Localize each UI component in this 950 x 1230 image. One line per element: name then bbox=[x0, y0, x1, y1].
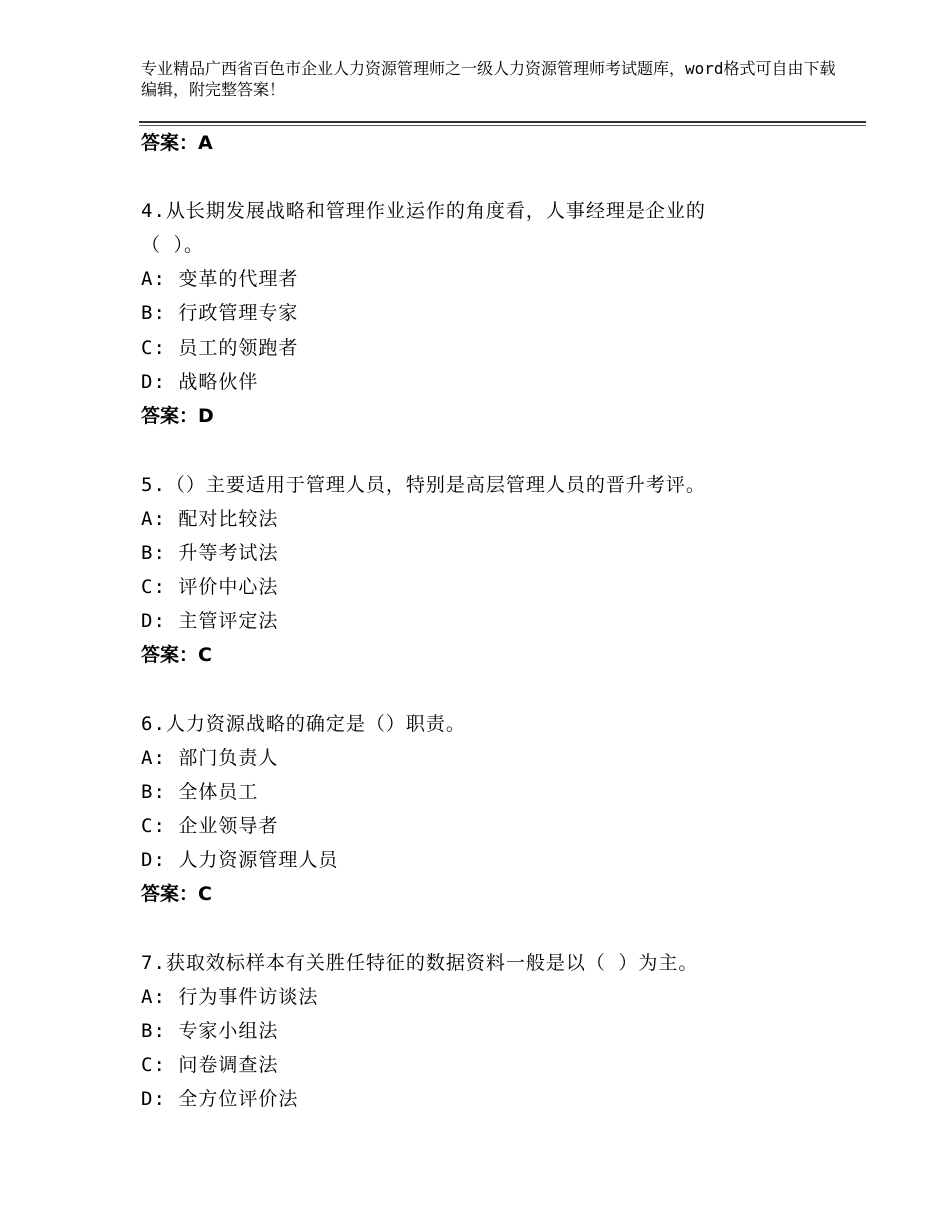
question-7-stem: 7.获取效标样本有关胜任特征的数据资料一般是以（ ）为主。 bbox=[141, 952, 699, 974]
question-4-stem: 4.从长期发展战略和管理作业运作的角度看，人事经理是企业的 bbox=[141, 200, 706, 222]
question-6-option-b: B: 全体员工 bbox=[141, 781, 259, 803]
question-6-option-a: A: 部门负责人 bbox=[141, 747, 279, 769]
question-4-option-d: D: 战略伙伴 bbox=[141, 371, 259, 393]
question-7-option-a: A: 行为事件访谈法 bbox=[141, 986, 319, 1008]
page-header-text: 专业精品广西省百色市企业人力资源管理师之一级人力资源管理师考试题库，word格式可自由下载编辑，附完整答案！ bbox=[141, 59, 836, 99]
question-6-answer: 答案：C bbox=[141, 883, 212, 905]
question-7-option-c: C: 问卷调查法 bbox=[141, 1054, 279, 1076]
header-divider-thin bbox=[139, 125, 866, 126]
question-5-option-a: A: 配对比较法 bbox=[141, 508, 279, 530]
question-4-option-b: B: 行政管理专家 bbox=[141, 302, 299, 324]
question-7-option-d: D: 全方位评价法 bbox=[141, 1088, 299, 1110]
question-4-stem-cont: （ ）。 bbox=[141, 234, 204, 256]
question-6-option-c: C: 企业领导者 bbox=[141, 815, 279, 837]
question-5-answer: 答案：C bbox=[141, 644, 212, 666]
question-5-option-d: D: 主管评定法 bbox=[141, 610, 279, 632]
answer-prev: 答案：A bbox=[141, 132, 213, 154]
question-6-stem: 6.人力资源战略的确定是（）职责。 bbox=[141, 713, 466, 735]
question-5-option-b: B: 升等考试法 bbox=[141, 542, 279, 564]
question-5-option-c: C: 评价中心法 bbox=[141, 576, 279, 598]
question-4-option-a: A: 变革的代理者 bbox=[141, 268, 299, 290]
header-divider-thick bbox=[139, 121, 866, 123]
question-7-option-b: B: 专家小组法 bbox=[141, 1020, 279, 1042]
question-6-option-d: D: 人力资源管理人员 bbox=[141, 849, 339, 871]
question-4-answer: 答案：D bbox=[141, 405, 214, 427]
question-4-option-c: C: 员工的领跑者 bbox=[141, 337, 299, 359]
question-5-stem: 5.（）主要适用于管理人员，特别是高层管理人员的晋升考评。 bbox=[141, 474, 706, 496]
